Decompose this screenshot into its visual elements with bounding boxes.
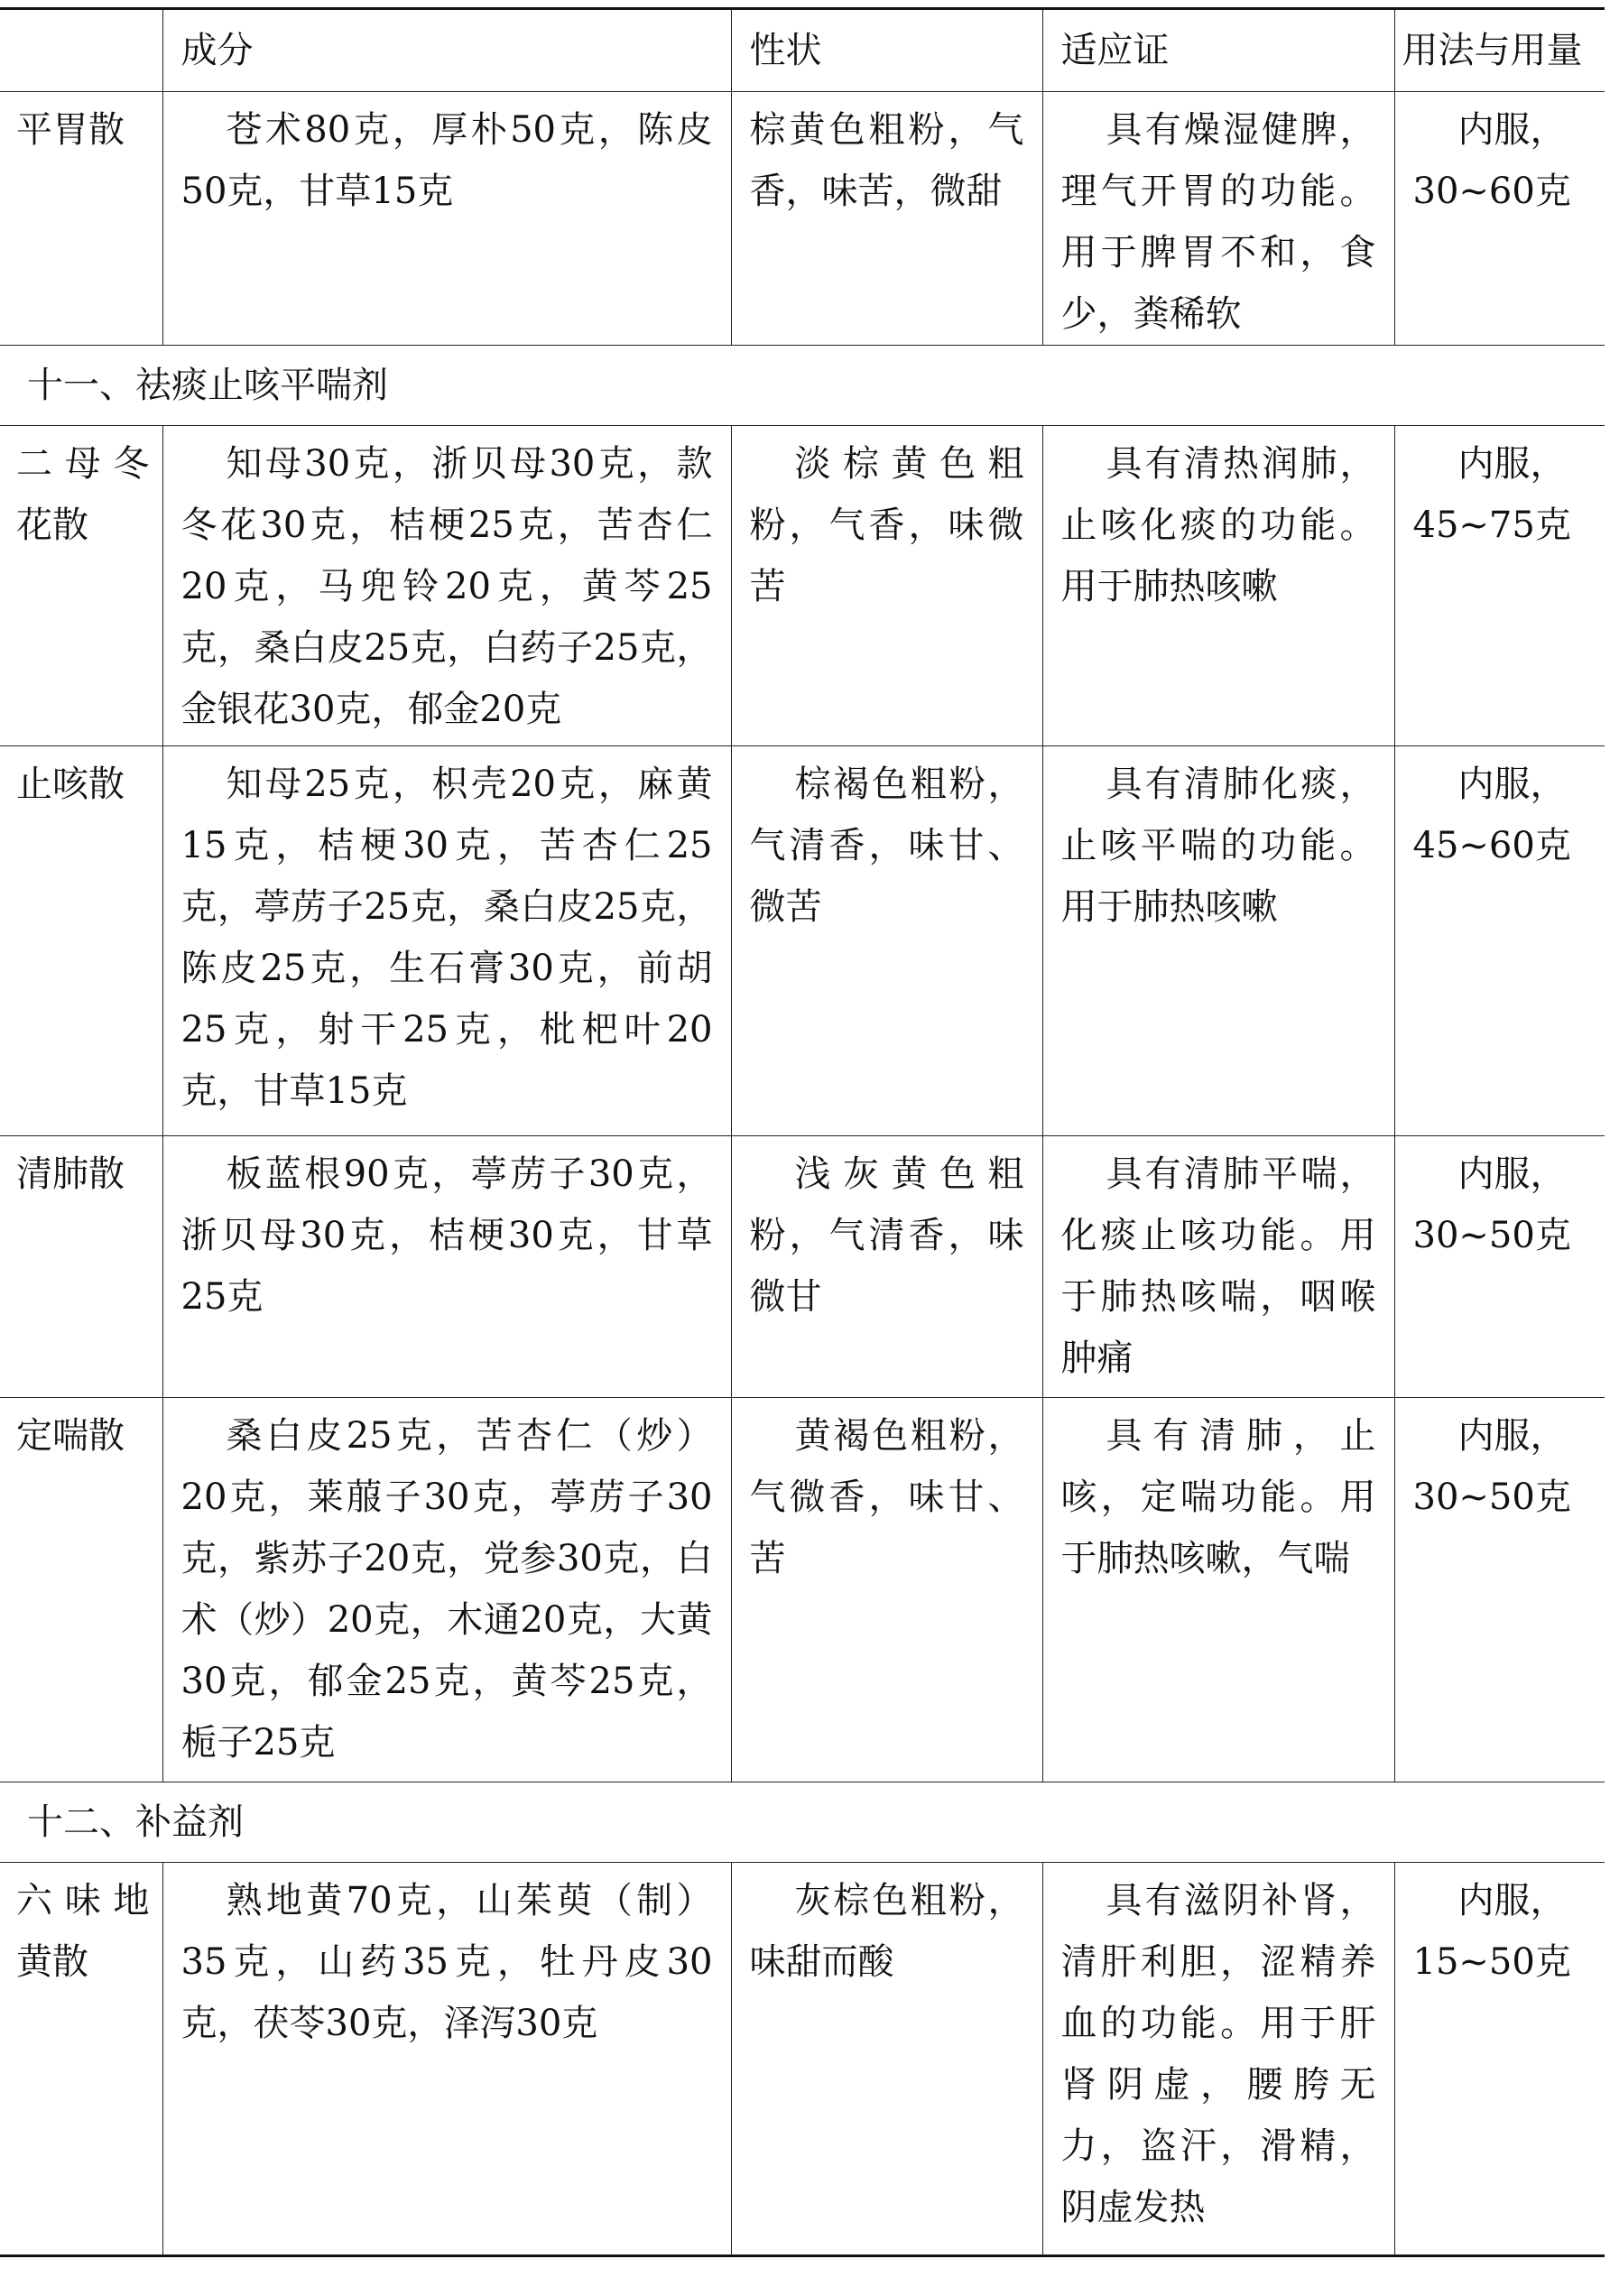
appearance-cell: 棕黄色粗粉，气香，味苦，微甜 [731, 92, 1042, 346]
dosage-cell [1394, 746, 1605, 1136]
dosage-amount: 30~50克 [1412, 1477, 1571, 1518]
ingredients-cell: 苍术80克，厚朴50克，陈皮50克，甘草15克 [162, 92, 731, 346]
formula-name: 清肺散 [0, 1136, 162, 1398]
indication-cell: 具有清热润肺，止咳化痰的功能。用于肺热咳嗽 [1042, 426, 1394, 746]
section-row [0, 1782, 1605, 1863]
formula-name: 止咳散 [0, 746, 162, 1136]
indication-cell: 具有燥湿健脾，理气开胃的功能。用于脾胃不和，食少，粪稀软 [1042, 92, 1394, 346]
section-heading: 十一、祛痰止咳平喘剂 [0, 346, 1605, 426]
ingredients-cell: 知母25克，枳壳20克，麻黄15克，桔梗30克，苦杏仁25克，葶苈子25克，桑白皮25克，陈皮25克，生石膏30克，前胡25克，射干25克，枇杷叶20克，甘草15克 [162, 746, 731, 1136]
appearance-cell: 棕褐色粗粉，气清香，味甘、微苦 [731, 746, 1042, 1136]
section-heading: 十二、补益剂 [0, 1782, 1605, 1863]
dosage-amount: 45~60克 [1412, 825, 1571, 866]
dosage-route: 内服， [1457, 109, 1567, 151]
table-row [0, 92, 1605, 346]
header-cell-name [0, 9, 162, 92]
formula-name: 平胃散 [0, 92, 162, 346]
table-row [0, 1398, 1605, 1782]
section-row [0, 346, 1605, 426]
table-row [0, 746, 1605, 1136]
dosage-amount: 45~75克 [1412, 505, 1571, 546]
dosage-route: 内服， [1457, 1415, 1567, 1457]
dosage-route: 内服， [1457, 764, 1567, 805]
appearance-cell: 黄褐色粗粉，气微香，味甘、苦 [731, 1398, 1042, 1782]
indication-cell: 具有清肺平喘，化痰止咳功能。用于肺热咳喘，咽喉肿痛 [1042, 1136, 1394, 1398]
table-row [0, 1863, 1605, 2256]
formula-name: 定喘散 [0, 1398, 162, 1782]
document-page [0, 7, 1610, 2257]
header-cell-indication: 适应证 [1042, 9, 1394, 92]
dosage-cell [1394, 1136, 1605, 1398]
dosage-amount: 30~50克 [1412, 1215, 1571, 1256]
header-cell-appearance: 性状 [731, 9, 1042, 92]
appearance-cell: 灰棕色粗粉，味甜而酸 [731, 1863, 1042, 2256]
indication-cell: 具有清肺化痰，止咳平喘的功能。用于肺热咳嗽 [1042, 746, 1394, 1136]
dosage-cell [1394, 1863, 1605, 2256]
ingredients-cell: 知母30克，浙贝母30克，款冬花30克，桔梗25克，苦杏仁20克，马兜铃20克，黄芩25克，桑白皮25克，白药子25克，金银花30克，郁金20克 [162, 426, 731, 746]
dosage-amount: 15~50克 [1412, 1941, 1571, 1983]
formula-name: 二母冬花散 [0, 426, 162, 746]
table-row [0, 1136, 1605, 1398]
header-cell-ingredients: 成分 [162, 9, 731, 92]
dosage-cell [1394, 1398, 1605, 1782]
indication-cell: 具有清肺，止咳，定喘功能。用于肺热咳嗽，气喘 [1042, 1398, 1394, 1782]
header-cell-dosage: 用法与用量 [1394, 9, 1605, 92]
dosage-amount: 30~60克 [1412, 171, 1571, 212]
table-header-row [0, 9, 1605, 92]
ingredients-cell: 熟地黄70克，山茱萸（制）35克，山药35克，牡丹皮30克，茯苓30克，泽泻30克 [162, 1863, 731, 2256]
indication-cell: 具有滋阴补肾，清肝利胆，涩精养血的功能。用于肝肾阴虚，腰胯无力，盗汗，滑精，阴虚发热 [1042, 1863, 1394, 2256]
dosage-route: 内服， [1457, 443, 1567, 485]
ingredients-cell: 桑白皮25克，苦杏仁（炒）20克，莱菔子30克，葶苈子30克，紫苏子20克，党参30克，白术（炒）20克，木通20克，大黄30克，郁金25克，黄芩25克，栀子25克 [162, 1398, 731, 1782]
dosage-route: 内服， [1457, 1153, 1567, 1195]
appearance-cell: 淡棕黄色粗粉，气香，味微苦 [731, 426, 1042, 746]
dosage-route: 内服， [1457, 1880, 1567, 1921]
table-row [0, 426, 1605, 746]
formula-name: 六味地黄散 [0, 1863, 162, 2256]
formula-table [0, 7, 1605, 2257]
ingredients-cell: 板蓝根90克，葶苈子30克，浙贝母30克，桔梗30克，甘草25克 [162, 1136, 731, 1398]
dosage-cell [1394, 426, 1605, 746]
dosage-cell [1394, 92, 1605, 346]
appearance-cell: 浅灰黄色粗粉，气清香，味微甘 [731, 1136, 1042, 1398]
